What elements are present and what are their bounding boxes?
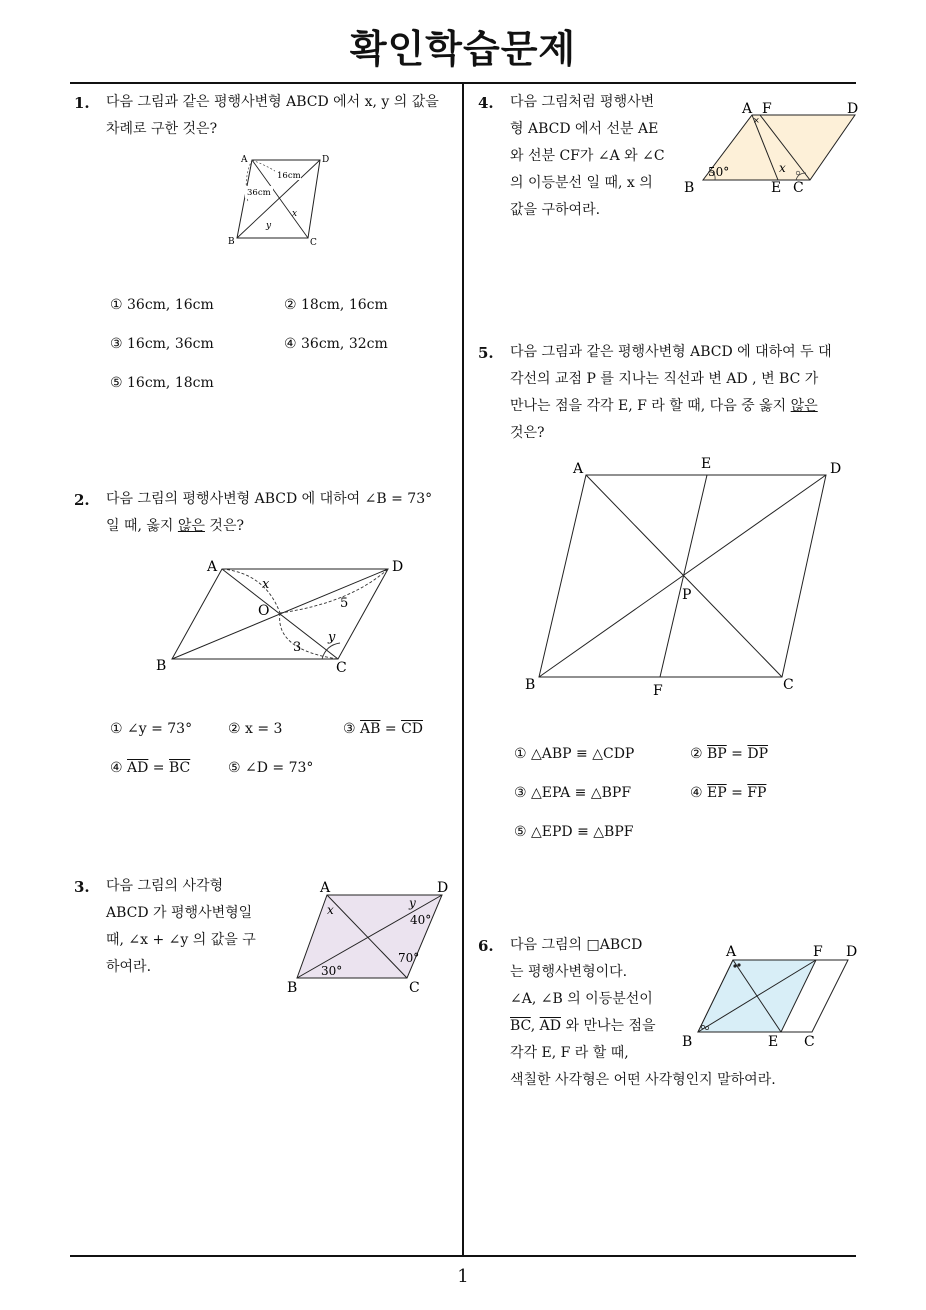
q3-label-70: 70° xyxy=(398,951,420,965)
q1-label-36cm: 36cm xyxy=(247,188,271,198)
q1-label-d: D xyxy=(322,155,330,165)
q3-label-d: D xyxy=(437,880,449,896)
q3-text-line3: 때, ∠x + ∠y 의 값을 구 xyxy=(106,932,256,948)
q4-angle-mark: × xyxy=(753,116,760,125)
q6-label-d: D xyxy=(846,944,858,960)
q2-text-line2: 일 때, 옳지 않은 것은? xyxy=(106,518,244,534)
q2-label-y: y xyxy=(328,630,336,645)
q1-text-line2: 차례로 구한 것은? xyxy=(106,121,218,137)
q4-text-line2: 형 ABCD 에서 선분 AE xyxy=(510,121,659,137)
q4-number: 4. xyxy=(478,94,494,112)
q1-option-4[interactable]: ④ 36cm, 32cm xyxy=(284,336,388,352)
q2-label-d: D xyxy=(392,559,404,575)
q3-label-40: 40° xyxy=(410,913,432,927)
q2-option-1[interactable]: ① ∠y = 73° xyxy=(110,721,193,737)
q4-label-e: E xyxy=(771,180,782,196)
page-title: 확인학습문제 xyxy=(349,27,577,71)
q5-label-a: A xyxy=(573,461,584,477)
q1-label-b: B xyxy=(228,237,235,247)
q6-label-b: B xyxy=(682,1034,693,1050)
q6-text-line6: 색칠한 사각형은 어떤 사각형인지 말하여라. xyxy=(510,1072,776,1088)
q5-option-3[interactable]: ③ △EPA ≡ △BPF xyxy=(514,785,632,801)
q1-option-5[interactable]: ⑤ 16cm, 18cm xyxy=(110,375,214,391)
q1-label-c: C xyxy=(310,238,317,248)
q6-text-line1: 다음 그림의 □ABCD xyxy=(510,937,643,953)
q5-label-c: C xyxy=(783,677,794,693)
q1-label-x: x xyxy=(292,209,298,219)
q4-label-d: D xyxy=(847,101,859,117)
q5-text-line1: 다음 그림과 같은 평행사변형 ABCD 에 대하여 두 대 xyxy=(510,344,832,360)
q3-label-c: C xyxy=(409,980,420,996)
q2-label-x: x xyxy=(262,577,270,592)
q2-option-2[interactable]: ② x = 3 xyxy=(228,721,283,737)
q3-parallelogram-figure xyxy=(285,878,455,998)
q5-label-f: F xyxy=(653,683,663,699)
q6-text-line5: 각각 E, F 라 할 때, xyxy=(510,1045,629,1061)
q1-label-a: A xyxy=(241,155,248,165)
q2-text-line1: 다음 그림의 평행사변형 ABCD 에 대하여 ∠B = 73° xyxy=(106,491,433,507)
q4-text-line5: 값을 구하여라. xyxy=(510,202,601,218)
q1-option-3[interactable]: ③ 16cm, 36cm xyxy=(110,336,214,352)
q5-option-1[interactable]: ① △ABP ≡ △CDP xyxy=(514,746,635,762)
q1-number: 1. xyxy=(74,94,90,112)
q4-label-50: 50° xyxy=(708,165,730,179)
q5-label-b: B xyxy=(525,677,536,693)
q4-label-c: C xyxy=(793,180,804,196)
q2-parallelogram-figure xyxy=(150,555,410,675)
q5-label-p: P xyxy=(682,587,692,603)
q1-option-2[interactable]: ② 18cm, 16cm xyxy=(284,297,388,313)
q6-parallelogram-figure xyxy=(678,940,868,1055)
q4-label-f: F xyxy=(762,101,772,117)
q5-label-d: D xyxy=(830,461,842,477)
q4-label-b: B xyxy=(684,180,695,196)
q6-text-line3: ∠A, ∠B 의 이등분선이 xyxy=(510,991,653,1007)
q4-label-a: A xyxy=(742,101,753,117)
q5-text-line4: 것은? xyxy=(510,425,545,441)
q5-text-line2: 각선의 교점 P 를 지나는 직선과 변 AD , 변 BC 가 xyxy=(510,371,819,387)
column-divider xyxy=(462,82,464,1256)
q6-text-line2: 는 평행사변형이다. xyxy=(510,964,628,980)
q3-text-line1: 다음 그림의 사각형 xyxy=(106,878,224,894)
q6-text-line4: $\overline{BC}$, $\overline{AD}$ 와 만나는 점을 xyxy=(510,1018,656,1034)
q6-label-e: E xyxy=(768,1034,779,1050)
q3-label-b: B xyxy=(287,980,298,996)
q2-label-c: C xyxy=(336,660,347,676)
q5-number: 5. xyxy=(478,344,494,362)
q2-option-3[interactable]: ③ $\overline{AB} = \overline{CD}$ xyxy=(343,721,423,737)
q6-label-f: F xyxy=(813,944,823,960)
q4-label-x: x xyxy=(779,161,786,175)
q1-parallelogram-figure xyxy=(225,150,345,250)
q3-label-a: A xyxy=(320,880,331,896)
q1-text-line1: 다음 그림과 같은 평행사변형 ABCD 에서 x, y 의 값을 xyxy=(106,94,439,110)
q5-option-2[interactable]: ② $\overline{BP} = \overline{DP}$ xyxy=(690,746,769,762)
q2-label-o: O xyxy=(258,603,270,619)
q5-text-line3: 만나는 점을 각각 E, F 라 할 때, 다음 중 옳지 않은 xyxy=(510,398,818,414)
q1-label-16cm: 16cm xyxy=(277,171,301,181)
q2-label-a: A xyxy=(207,559,218,575)
q6-label-c: C xyxy=(804,1034,815,1050)
q5-option-4[interactable]: ④ $\overline{EP} = \overline{FP}$ xyxy=(690,785,767,801)
q1-label-y: y xyxy=(266,221,272,231)
q5-label-e: E xyxy=(701,456,712,472)
q4-parallelogram-figure xyxy=(680,95,870,205)
q3-label-30: 30° xyxy=(321,964,343,978)
q2-number: 2. xyxy=(74,491,90,509)
q2-label-3: 3 xyxy=(293,640,302,655)
q6-label-a: A xyxy=(726,944,737,960)
q2-label-5: 5 xyxy=(340,596,349,611)
q3-label-x: x xyxy=(327,903,334,917)
q3-text-line2: ABCD 가 평행사변형일 xyxy=(106,905,253,921)
q3-number: 3. xyxy=(74,878,90,896)
bottom-rule xyxy=(70,1255,856,1257)
q3-text-line4: 하여라. xyxy=(106,959,152,975)
q5-option-5[interactable]: ⑤ △EPD ≡ △BPF xyxy=(514,824,634,840)
q3-label-y: y xyxy=(409,896,416,910)
page-number: 1 xyxy=(457,1266,469,1287)
q2-label-b: B xyxy=(156,658,167,674)
q4-text-line4: 의 이등분선 일 때, x 의 xyxy=(510,175,653,191)
q4-text-line1: 다음 그림처럼 평행사변 xyxy=(510,94,655,110)
q2-option-4[interactable]: ④ $\overline{AD} = \overline{BC}$ xyxy=(110,760,191,776)
q6-number: 6. xyxy=(478,937,494,955)
q5-parallelogram-figure xyxy=(520,455,850,705)
q1-option-1[interactable]: ① 36cm, 16cm xyxy=(110,297,214,313)
q2-option-5[interactable]: ⑤ ∠D = 73° xyxy=(228,760,314,776)
q4-text-line3: 와 선분 CF가 ∠A 와 ∠C xyxy=(510,148,665,164)
